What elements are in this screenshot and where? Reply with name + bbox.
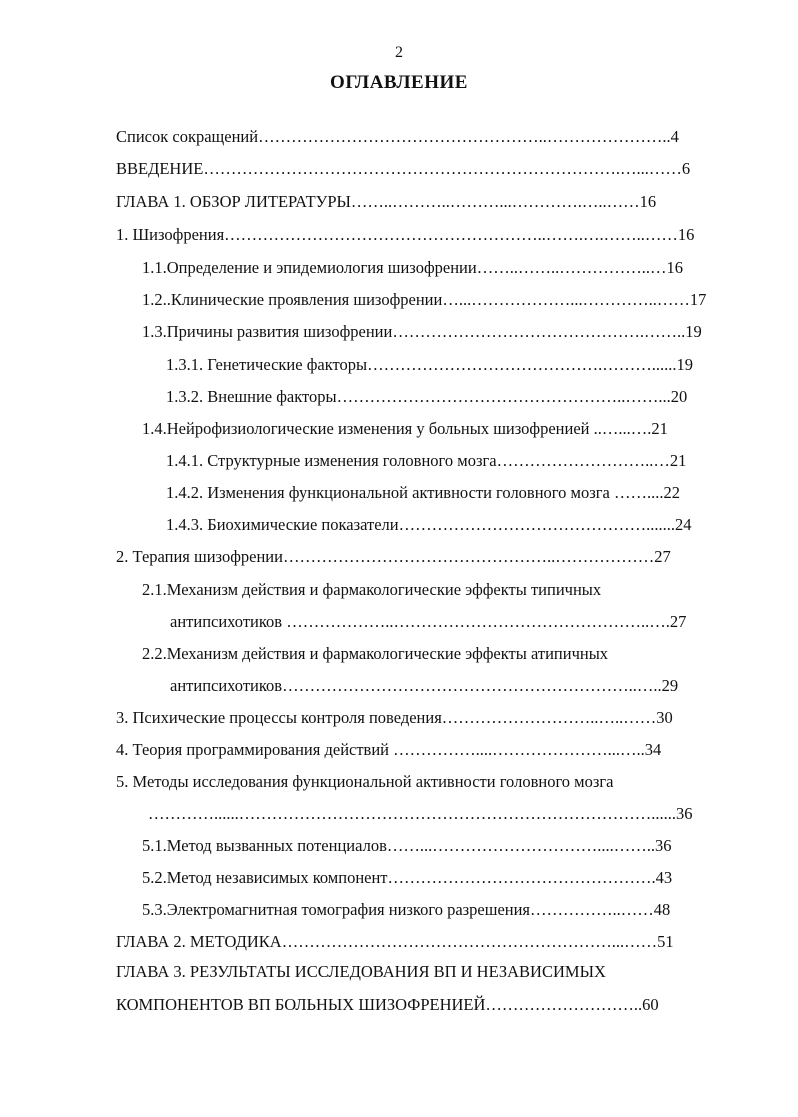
toc-entry: 1.4.3. Биохимические показатели……………………………………….......24 <box>166 515 692 534</box>
toc-entry: 1.2..Клинические проявления шизофрении…...………………...…………..……17 <box>142 290 707 309</box>
toc-entry: 3. Психические процессы контроля поведения………………………..…..……30 <box>116 708 673 727</box>
toc-entry: 2. Терапия шизофрении…………………………………………..………………27 <box>116 547 671 566</box>
toc-entry: ГЛАВА 3. РЕЗУЛЬТАТЫ ИССЛЕДОВАНИЯ ВП И НЕЗАВИСИМЫХ <box>116 962 606 981</box>
toc-entry: 1.3.1. Генетические факторы…………………………………….………......19 <box>166 355 693 374</box>
toc-entry: ВВЕДЕНИЕ………………………………………………………………….…...……6 <box>116 159 691 178</box>
toc-entry: ГЛАВА 1. ОБЗОР ЛИТЕРАТУРЫ……..………..………...………….…..……16 <box>116 192 657 211</box>
page-title: ОГЛАВЛЕНИЕ <box>330 72 468 93</box>
toc-entry: 1.4.2. Изменения функциональной активности головного мозга ……....22 <box>166 483 680 502</box>
toc-entry: 4. Теория программирования действий ……………....…………………...…..34 <box>116 740 662 759</box>
toc-entry: КОМПОНЕНТОВ ВП БОЛЬНЫХ ШИЗОФРЕНИЕЙ………………………..60 <box>116 995 659 1014</box>
toc-entry: ГЛАВА 2. МЕТОДИКА……………………………………………………...……51 <box>116 932 674 951</box>
toc-entry: 2.2.Механизм действия и фармакологические эффекты атипичных <box>142 644 609 663</box>
toc-entry: 5.1.Метод вызванных потенциалов……...…………………………....……..36 <box>142 836 672 855</box>
toc-entry: 1.3.Причины развития шизофрении……………………………………….……..19 <box>142 322 702 341</box>
toc-entry: 1.1.Определение и эпидемиология шизофрении……..……..……………..…16 <box>142 258 683 277</box>
toc-entry: Список сокращений……………………………………………..…………………..4 <box>116 127 679 146</box>
toc-entry: 2.1.Механизм действия и фармакологические эффекты типичных <box>142 580 602 599</box>
toc-entry: 5. Методы исследования функциональной активности головного мозга <box>116 772 614 791</box>
toc-entry: 1.4.Нейрофизиологические изменения у больных шизофренией ..…...….21 <box>142 419 668 438</box>
toc-entry: 1. Шизофрения…………………………………………………..…….….……..……16 <box>116 225 695 244</box>
toc-entry: антипсихотиков………………………………………………………..…..29 <box>170 676 679 695</box>
toc-entry: 5.3.Электромагнитная томография низкого разрешения……………..……48 <box>142 900 671 919</box>
toc-entry: …………......…………………………………………………………………......36 <box>148 804 693 823</box>
toc-entry: 1.4.1. Структурные изменения головного мозга………………………..…21 <box>166 451 687 470</box>
toc-entry: 5.2.Метод независимых компонент………………………………………….43 <box>142 868 673 887</box>
toc-entry: антипсихотиков ………………..………………………………………..….27 <box>170 612 687 631</box>
page-number: 2 <box>395 44 403 61</box>
toc-entry: 1.3.2. Внешние факторы……………………………………………..……...20 <box>166 387 688 406</box>
